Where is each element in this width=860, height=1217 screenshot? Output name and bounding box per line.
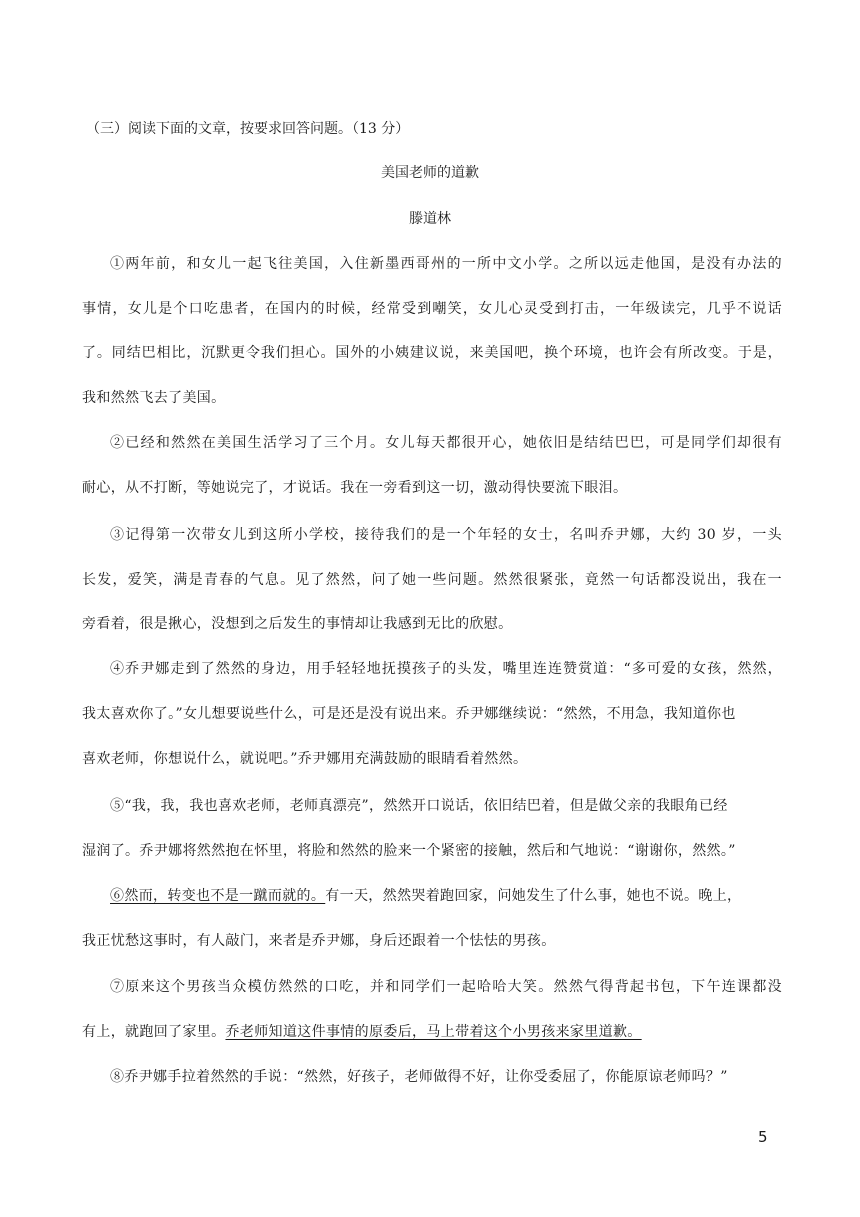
paragraph-8-line-1: ⑧乔尹娜手拉着然然的手说：“然然，好孩子，老师做得不好，让你受委屈了，你能原谅老师吗？”: [110, 1069, 728, 1085]
paragraph-4-line-1: ④乔尹娜走到了然然的身边，用手轻轻地抚摸孩子的头发，嘴里连连赞赏道：“多可爱的女孩，然然，: [110, 661, 782, 677]
paragraph-1-line-1: ①两年前，和女儿一起飞往美国，入住新墨西哥州的一所中文小学。之所以远走他国，是没有办法的: [110, 256, 782, 272]
page-number: 5: [758, 1128, 768, 1146]
paragraph-1-line-4: 我和然然飞去了美国。: [82, 390, 226, 406]
paragraph-7-line-1: ⑦原来这个男孩当众模仿然然的口吃，并和同学们一起哈哈大笑。然然气得背起书包，下午连课都没: [110, 979, 782, 995]
paragraph-7-line-2-lead: 有上，就跑回了家里。: [82, 1024, 226, 1040]
underlined-sentence-1: ⑥然而，转变也不是一蹴而就的。: [110, 888, 326, 904]
paragraph-6-line-1: [110, 886, 782, 906]
paragraph-4-line-3: 喜欢老师，你想说什么，就说吧。”乔尹娜用充满鼓励的眼睛看着然然。: [82, 751, 528, 767]
section-heading: （三）阅读下面的文章，按要求回答问题。（13 分）: [86, 121, 410, 137]
paragraph-4-line-2: 我太喜欢你了。”女儿想要说些什么，可是还是没有说出来。乔尹娜继续说：“然然，不用急，我知道你也: [82, 706, 736, 722]
paragraph-1-line-3: 了。同结巴相比，沉默更令我们担心。国外的小姨建议说，来美国吧，换个环境，也许会有所改变。于是，: [82, 345, 782, 361]
paragraph-2-line-1: ②已经和然然在美国生活学习了三个月。女儿每天都很开心，她依旧是结结巴巴，可是同学们却很有: [110, 435, 782, 451]
paragraph-3-line-2: 长发，爱笑，满是青春的气息。见了然然，问了她一些问题。然然很紧张，竟然一句话都没说出，我在一: [82, 572, 782, 588]
paragraph-6-line-1-rest: 有一天，然然哭着跑回家，问她发生了什么事，她也不说。晚上，: [325, 888, 742, 904]
paragraph-2-line-2: 耐心，从不打断，等她说完了，才说话。我在一旁看到这一切，激动得快要流下眼泪。: [82, 480, 628, 496]
paragraph-6-line-2: 我正忧愁这事时，有人敲门，来者是乔尹娜，身后还跟着一个怯怯的男孩。: [82, 933, 556, 949]
article-title: 美国老师的道歉: [381, 165, 479, 181]
paragraph-7-line-2: [82, 1022, 782, 1042]
underlined-sentence-2: 乔老师知道这件事情的原委后，马上带着这个小男孩来家里道歉。: [225, 1024, 642, 1040]
article-author: 滕道林: [409, 211, 451, 227]
paragraph-5-line-2: 湿润了。乔尹娜将然然抱在怀里，将脸和然然的脸来一个紧密的接触，然后和气地说：“谢谢你，然然。”: [82, 843, 736, 859]
paragraph-3-line-3: 旁看着，很是揪心，没想到之后发生的事情却让我感到无比的欣慰。: [82, 616, 513, 632]
paragraph-5-line-1: ⑤“我，我，我也喜欢老师，老师真漂亮”，然然开口说话，依旧结巴着，但是做父亲的我眼角已经: [110, 798, 728, 814]
paragraph-1-line-2: 事情，女儿是个口吃患者，在国内的时候，经常受到嘲笑，女儿心灵受到打击，一年级读完，几乎不说话: [82, 301, 782, 317]
paragraph-3-line-1: ③记得第一次带女儿到这所小学校，接待我们的是一个年轻的女士，名叫乔尹娜，大约 30 岁，一头: [110, 527, 782, 543]
